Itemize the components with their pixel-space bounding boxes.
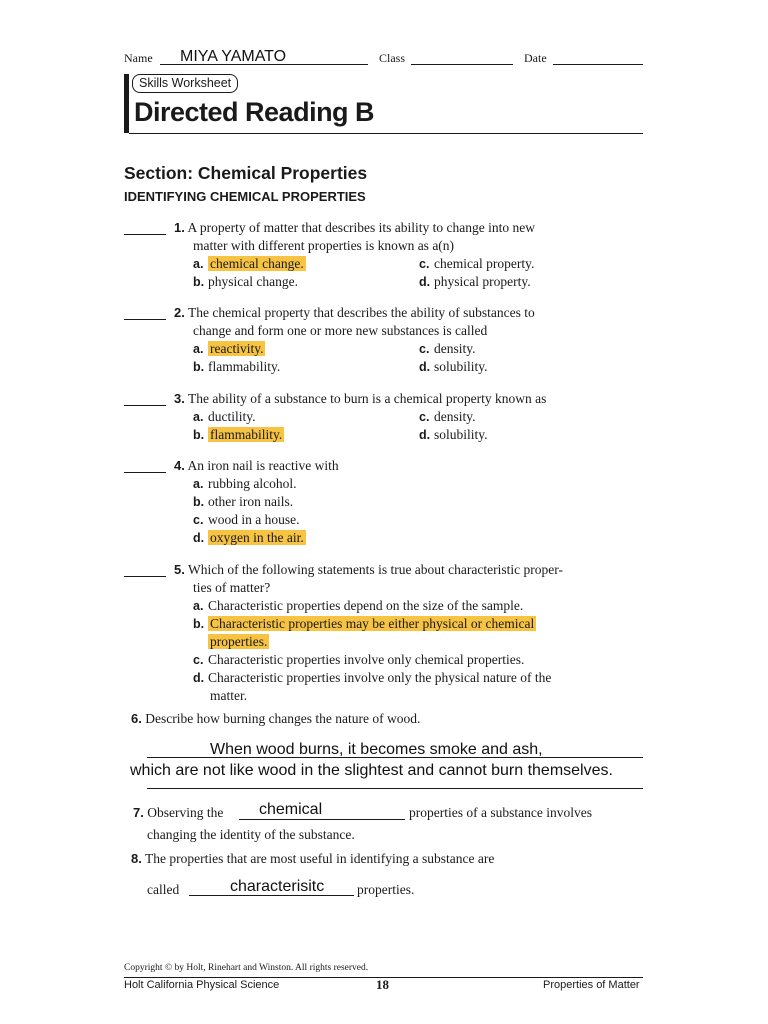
question-3-stem: The ability of a substance to burn is a chemical property known as (187, 391, 547, 406)
footer-chapter: Properties of Matter (543, 979, 640, 991)
question-7-post: properties of a substance involves (409, 805, 592, 820)
question-3 (174, 390, 546, 408)
q4-option-d[interactable]: d. oxygen in the air. (193, 530, 304, 545)
worksheet-tag: Skills Worksheet (132, 74, 238, 93)
section-subtitle: IDENTIFYING CHEMICAL PROPERTIES (124, 189, 366, 204)
question-6-number: 6. (131, 711, 142, 726)
q1-option-b[interactable]: b. physical change. (193, 274, 298, 289)
question-5-stem-cont: ties of matter? (193, 580, 271, 595)
question-7-number: 7. (133, 805, 144, 820)
question-6-prompt: Describe how burning changes the nature of wood. (145, 711, 421, 726)
title-bar (124, 74, 129, 133)
question-1 (174, 219, 535, 237)
title-underline (129, 133, 643, 134)
question-7-line-2: changing the identity of the substance. (147, 827, 355, 842)
q5-option-c[interactable]: c. Characteristic properties involve only chemical properties. (193, 652, 525, 667)
question-2-stem: The chemical property that describes the ability of substances to (187, 305, 535, 320)
q4-option-a[interactable]: a. rubbing alcohol. (193, 476, 297, 491)
question-1-stem: A property of matter that describes its ability to change into new (187, 220, 536, 235)
answer-blank-5[interactable] (124, 562, 166, 577)
question-4 (174, 457, 339, 475)
q5-option-d-cont: matter. (210, 688, 248, 703)
q3-option-c[interactable]: c. density. (419, 409, 476, 424)
question-2 (174, 304, 535, 322)
question-4-stem: An iron nail is reactive with (187, 458, 339, 473)
answer-8[interactable]: characterisitc (230, 878, 325, 895)
q1-option-c[interactable]: c. chemical property. (419, 256, 535, 271)
q4-option-d-text: oxygen in the air. (210, 530, 304, 545)
q1-option-a[interactable]: a. chemical change. (193, 256, 304, 271)
page-number: 18 (376, 977, 389, 992)
answer-line-7[interactable] (239, 819, 405, 820)
q3-option-b-text: flammability. (210, 427, 283, 442)
question-2-stem-cont: change and form one or more new substances is called (193, 323, 488, 338)
answer-line-6b[interactable] (147, 788, 643, 789)
question-8-number: 8. (131, 851, 142, 866)
answer-6-line-1[interactable]: When wood burns, it becomes smoke and ash, (210, 741, 543, 758)
question-2-number: 2. (174, 305, 185, 320)
question-8-pre: called (147, 882, 180, 897)
question-8 (131, 850, 494, 868)
q4-option-b[interactable]: b. other iron nails. (193, 494, 294, 509)
date-line[interactable] (553, 64, 643, 65)
q3-option-d[interactable]: d. solubility. (419, 427, 488, 442)
answer-6-line-2[interactable]: which are not like wood in the slightest and cannot burn themselves. (130, 762, 613, 779)
section-title: Section: Chemical Properties (124, 163, 368, 183)
name-value[interactable]: MIYA YAMATO (180, 48, 287, 65)
q5-option-d[interactable]: d. Characteristic properties involve only the physical nature of the (193, 670, 552, 685)
question-8-post: properties. (357, 882, 415, 897)
question-7-pre: Observing the (147, 805, 224, 820)
q2-option-c[interactable]: c. density. (419, 341, 476, 356)
copyright: Copyright © by Holt, Rinehart and Winston. All rights reserved. (124, 963, 369, 973)
question-1-number: 1. (174, 220, 185, 235)
answer-7[interactable]: chemical (259, 801, 323, 818)
name-label: Name (124, 51, 153, 65)
answer-blank-4[interactable] (124, 458, 166, 473)
q2-option-a-text: reactivity. (210, 341, 264, 356)
q3-option-a[interactable]: a. ductility. (193, 409, 256, 424)
question-7 (133, 804, 223, 822)
q1-option-a-text: chemical change. (210, 256, 304, 271)
q5-option-b-cont: properties. (210, 634, 268, 649)
answer-blank-3[interactable] (124, 391, 166, 406)
question-5-stem: Which of the following statements is true about characteristic proper- (187, 562, 563, 577)
q5-option-b-text: Characteristic properties may be either physical or chemical (210, 616, 535, 631)
q5-option-b[interactable]: b. Characteristic properties may be either physical or chemical (193, 616, 535, 631)
q5-option-a[interactable]: a. Characteristic properties depend on the size of the sample. (193, 598, 524, 613)
answer-blank-2[interactable] (124, 305, 166, 320)
date-label: Date (524, 51, 547, 65)
question-3-number: 3. (174, 391, 185, 406)
q1-option-d[interactable]: d. physical property. (419, 274, 531, 289)
question-6 (131, 710, 420, 728)
q2-option-d[interactable]: d. solubility. (419, 359, 488, 374)
q2-option-a[interactable]: a. reactivity. (193, 341, 264, 356)
page-title: Directed Reading B (134, 97, 375, 127)
answer-blank-1[interactable] (124, 220, 166, 235)
footer-book: Holt California Physical Science (124, 979, 280, 991)
question-4-number: 4. (174, 458, 185, 473)
question-5-number: 5. (174, 562, 185, 577)
class-line[interactable] (411, 64, 513, 65)
question-8-text: The properties that are most useful in identifying a substance are (144, 851, 495, 866)
question-1-stem-cont: matter with different properties is known as a(n) (193, 238, 455, 253)
q3-option-b[interactable]: b. flammability. (193, 427, 283, 442)
q4-option-c[interactable]: c. wood in a house. (193, 512, 300, 527)
question-5 (174, 561, 563, 579)
q2-option-b[interactable]: b. flammability. (193, 359, 281, 374)
class-label: Class (379, 51, 406, 65)
